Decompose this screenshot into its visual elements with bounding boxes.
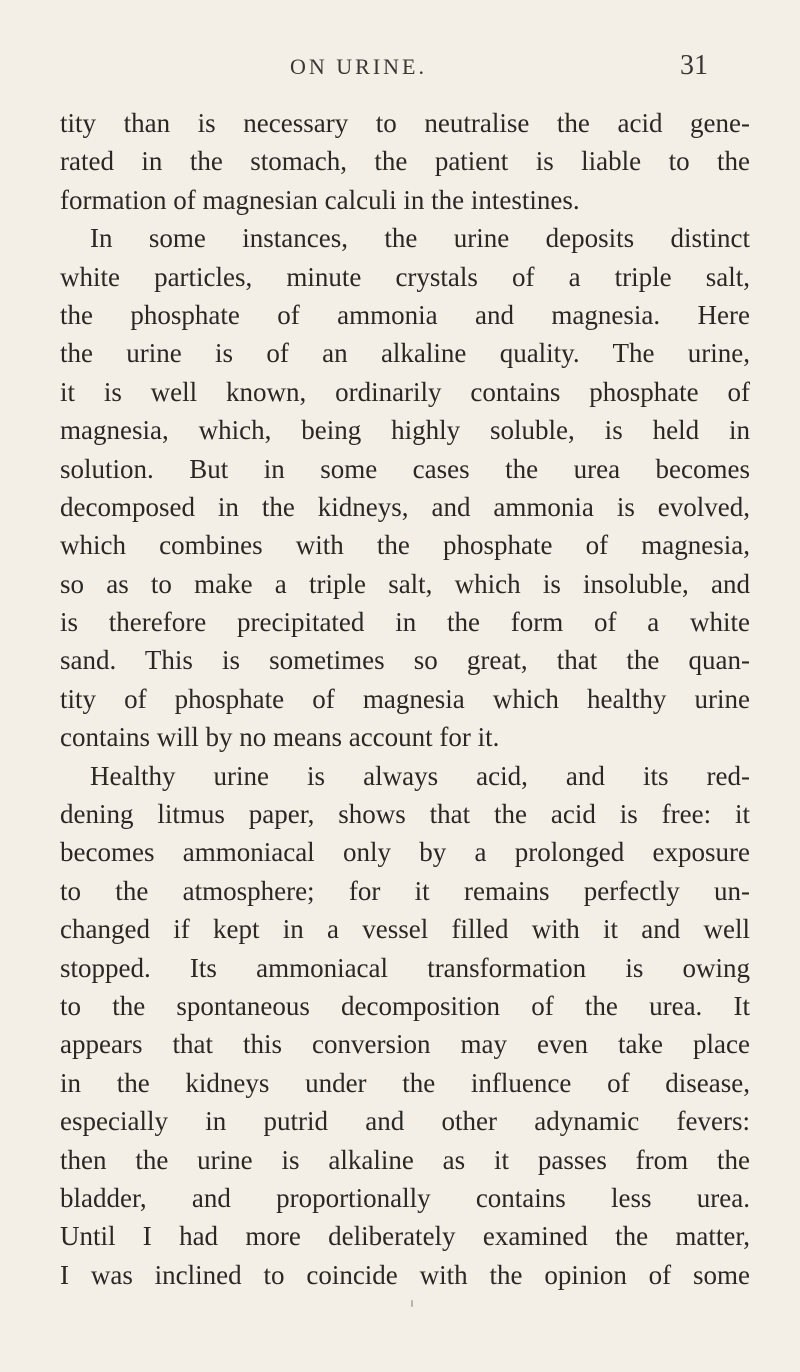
text-line: to the spontaneous decomposition of the urea. It [60, 990, 750, 1021]
text-line: stopped. Its ammoniacal transformation is owing [60, 952, 750, 983]
text-line: solution. But in some cases the urea becomes [60, 453, 750, 484]
paper-speck [411, 1300, 413, 1307]
text-line: contains will by no means account for it. [60, 722, 500, 753]
text-line: Healthy urine is always acid, and its red- [90, 760, 750, 791]
text-line: to the atmosphere; for it remains perfectly un- [60, 875, 750, 906]
text-line: appears that this conversion may even take place [60, 1029, 750, 1060]
text-line: dening litmus paper, shows that the acid is free: it [60, 799, 750, 830]
text-line: magnesia, which, being highly soluble, is held in [60, 415, 750, 446]
text-line: white particles, minute crystals of a triple salt, [60, 261, 750, 292]
text-line: especially in putrid and other adynamic fevers: [60, 1106, 750, 1137]
text-line: tity of phosphate of magnesia which healthy urine [60, 683, 750, 714]
text-line: sand. This is sometimes so great, that the quan- [60, 645, 750, 676]
text-line: is therefore precipitated in the form of a white [60, 607, 750, 638]
text-line: tity than is necessary to neutralise the acid gene- [60, 108, 750, 138]
text-line: so as to make a triple salt, which is insoluble, and [60, 568, 750, 599]
text-line: rated in the stomach, the patient is liable to the [60, 146, 750, 177]
text-line: formation of magnesian calculi in the intestines. [60, 184, 580, 215]
text-line: which combines with the phosphate of magnesia, [60, 530, 750, 561]
text-line: the phosphate of ammonia and magnesia. Here [60, 299, 750, 330]
text-line: then the urine is alkaline as it passes from the [60, 1144, 750, 1175]
text-line: changed if kept in a vessel filled with it and well [60, 914, 750, 945]
body-text [60, 104, 750, 1294]
text-line: bladder, and proportionally contains less urea. [60, 1182, 750, 1213]
text-line: In some instances, the urine deposits distinct [90, 223, 750, 254]
text-line: it is well known, ordinarily contains phosphate of [60, 376, 750, 407]
running-head: ON URINE. [290, 54, 427, 79]
text-line: I was inclined to coincide with the opinion of some [60, 1259, 750, 1290]
text-line: decomposed in the kidneys, and ammonia is evolved, [60, 491, 750, 522]
text-line: becomes ammoniacal only by a prolonged exposure [60, 837, 750, 868]
text-line: in the kidneys under the influence of disease, [60, 1067, 750, 1098]
text-line: Until I had more deliberately examined the matter, [60, 1221, 750, 1252]
text-line: the urine is of an alkaline quality. The urine, [60, 338, 750, 369]
page-number: 31 [680, 50, 708, 81]
